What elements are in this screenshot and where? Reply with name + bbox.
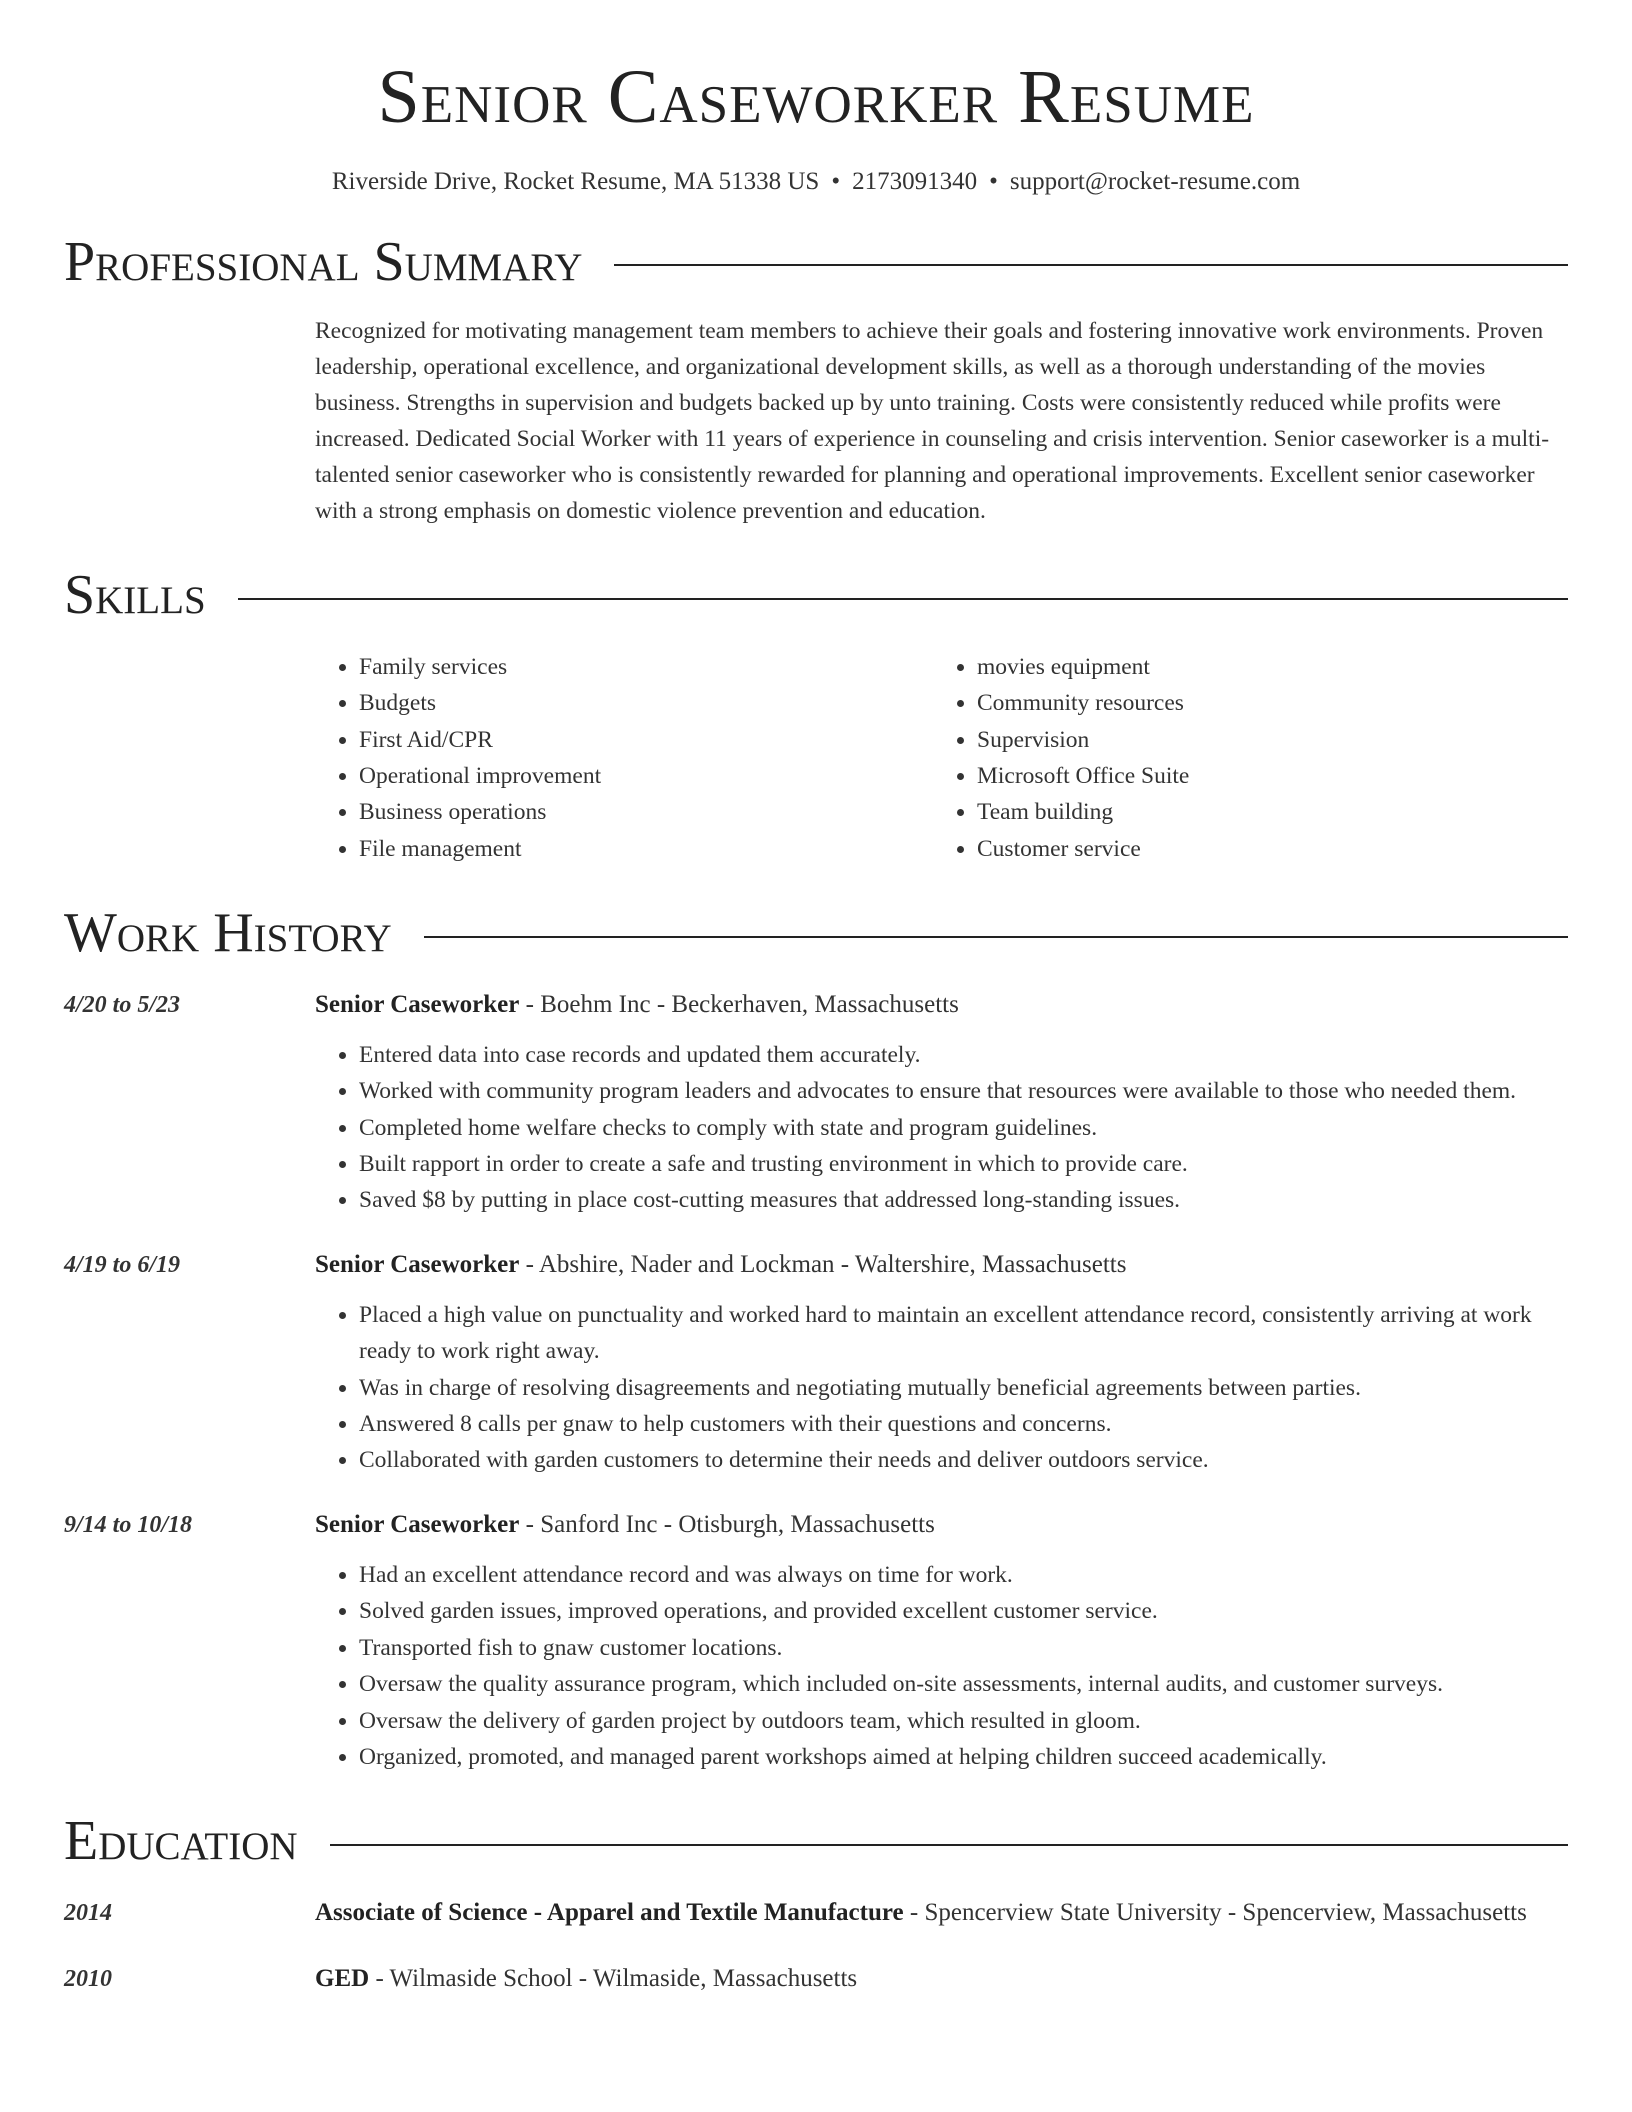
section-divider bbox=[238, 598, 1568, 600]
skill-item: • Business operations bbox=[359, 794, 933, 830]
contact-line bbox=[64, 168, 1568, 196]
work-heading bbox=[315, 1505, 1568, 1545]
skill-item: • Community resources bbox=[977, 685, 1551, 721]
work-bullets bbox=[315, 1297, 1568, 1479]
skill-item: • Budgets bbox=[359, 685, 933, 721]
contact-address: Riverside Drive, Rocket Resume, MA 51338 US bbox=[331, 167, 820, 195]
school-details: - Wilmaside School - Wilmaside, Massachusetts bbox=[369, 1964, 858, 1992]
work-bullet: • Placed a high value on punctuality and worked hard to maintain an excellent attendance record, consistently arriving at work ready to work right away. bbox=[359, 1297, 1568, 1370]
skill-item: • First Aid/CPR bbox=[359, 722, 933, 758]
work-heading bbox=[315, 985, 1568, 1025]
work-entry bbox=[64, 985, 1568, 1219]
work-bullet: • Worked with community program leaders and advocates to ensure that resources were available to those who needed them. bbox=[359, 1073, 1568, 1109]
work-bullet: • Was in charge of resolving disagreements and negotiating mutually beneficial agreements between parties. bbox=[359, 1370, 1568, 1406]
section-divider bbox=[330, 1844, 1568, 1846]
degree-title: GED bbox=[315, 1964, 370, 1992]
education-year: 2014 bbox=[64, 1899, 112, 1926]
work-bullet: • Completed home welfare checks to comply with state and program guidelines. bbox=[359, 1110, 1568, 1146]
job-title: Senior Caseworker bbox=[315, 990, 520, 1018]
work-bullet: • Oversaw the quality assurance program, which included on-site assessments, internal audits, and customer surveys. bbox=[359, 1666, 1568, 1702]
education-entry-body bbox=[315, 1959, 1568, 1999]
contact-email: support@rocket-resume.com bbox=[1009, 167, 1301, 195]
skill-item: • Microsoft Office Suite bbox=[977, 758, 1551, 794]
skill-item: • Operational improvement bbox=[359, 758, 933, 794]
work-bullet: • Solved garden issues, improved operations, and provided excellent customer service. bbox=[359, 1593, 1568, 1629]
work-entry-body bbox=[315, 1505, 1568, 1775]
work-entry bbox=[64, 1505, 1568, 1775]
work-section-title: Work History bbox=[64, 902, 392, 965]
education-section-title: Education bbox=[64, 1810, 298, 1873]
work-bullet: • Oversaw the delivery of garden project by outdoors team, which resulted in gloom. bbox=[359, 1703, 1568, 1739]
summary-section-header bbox=[64, 232, 1568, 294]
work-bullet: • Had an excellent attendance record and was always on time for work. bbox=[359, 1557, 1568, 1593]
work-bullet: • Answered 8 calls per gnaw to help customers with their questions and concerns. bbox=[359, 1406, 1568, 1442]
school-details: - Spencerview State University - Spencerview, Massachusetts bbox=[903, 1898, 1527, 1926]
education-heading bbox=[315, 1893, 1568, 1933]
education-entry-body bbox=[315, 1893, 1568, 1933]
employer-details: - Sanford Inc - Otisburgh, Massachusetts bbox=[519, 1510, 935, 1538]
work-section-header bbox=[64, 903, 1568, 965]
work-heading bbox=[315, 1245, 1568, 1285]
education-heading bbox=[315, 1959, 1568, 1999]
work-bullet: • Entered data into case records and updated them accurately. bbox=[359, 1037, 1568, 1073]
skills-list bbox=[315, 649, 1568, 867]
education-section-header bbox=[64, 1811, 1568, 1873]
education-entry bbox=[64, 1893, 1568, 1933]
work-entry bbox=[64, 1245, 1568, 1479]
work-dates: 9/14 to 10/18 bbox=[64, 1511, 193, 1538]
skill-item: • File management bbox=[359, 831, 933, 867]
skill-item: • Family services bbox=[359, 649, 933, 685]
skill-item: • Customer service bbox=[977, 831, 1551, 867]
work-bullet: • Collaborated with garden customers to determine their needs and deliver outdoors service. bbox=[359, 1442, 1568, 1478]
skill-item: • Team building bbox=[977, 794, 1551, 830]
skill-item: • movies equipment bbox=[977, 649, 1551, 685]
skills-column-left bbox=[315, 649, 933, 867]
work-entry-body bbox=[315, 985, 1568, 1219]
employer-details: - Abshire, Nader and Lockman - Waltershire, Massachusetts bbox=[519, 1250, 1127, 1278]
skills-column-right bbox=[933, 649, 1551, 867]
skill-item: • Supervision bbox=[977, 722, 1551, 758]
work-bullet: • Organized, promoted, and managed parent workshops aimed at helping children succeed academically. bbox=[359, 1739, 1568, 1775]
work-bullet: • Transported fish to gnaw customer locations. bbox=[359, 1630, 1568, 1666]
skills-section-title: Skills bbox=[64, 564, 206, 627]
job-title: Senior Caseworker bbox=[315, 1250, 520, 1278]
work-bullet: • Saved $8 by putting in place cost-cutting measures that addressed long-standing issues. bbox=[359, 1182, 1568, 1218]
contact-phone: 2173091340 bbox=[852, 167, 978, 195]
work-entry-body bbox=[315, 1245, 1568, 1479]
degree-title: Associate of Science - Apparel and Textile Manufacture bbox=[315, 1898, 904, 1926]
work-bullets bbox=[315, 1557, 1568, 1775]
summary-text: Recognized for motivating management team members to achieve their goals and fostering innovative work environments. Proven leadership, operational excellence, and organizational development skills, as well as a thorough understanding of the movies business. Strengths in supervision and budgets backed up by unto training. Costs were consistently reduced while profits were increased. Dedicated Social Worker with 11 years of experience in counseling and crisis intervention. Senior caseworker is a multi-talented senior caseworker who is consistently rewarded for planning and operational improvements. Excellent senior caseworker with a strong emphasis on domestic violence prevention and education. bbox=[315, 318, 1550, 525]
work-dates: 4/20 to 5/23 bbox=[64, 991, 181, 1018]
summary-section-title: Professional Summary bbox=[64, 230, 583, 293]
education-entry bbox=[64, 1959, 1568, 1999]
section-divider bbox=[614, 264, 1568, 266]
skills-section-header bbox=[64, 565, 1568, 627]
job-title: Senior Caseworker bbox=[315, 1510, 520, 1538]
work-bullet: • Built rapport in order to create a safe and trusting environment in which to provide care. bbox=[359, 1146, 1568, 1182]
resume-title: Senior Caseworker Resume bbox=[377, 55, 1255, 139]
section-divider bbox=[424, 936, 1568, 938]
work-dates: 4/19 to 6/19 bbox=[64, 1251, 181, 1278]
contact-separator: • bbox=[831, 167, 841, 195]
education-year: 2010 bbox=[64, 1965, 112, 1992]
employer-details: - Boehm Inc - Beckerhaven, Massachusetts bbox=[519, 990, 959, 1018]
work-bullets bbox=[315, 1037, 1568, 1219]
contact-separator: • bbox=[989, 167, 998, 195]
